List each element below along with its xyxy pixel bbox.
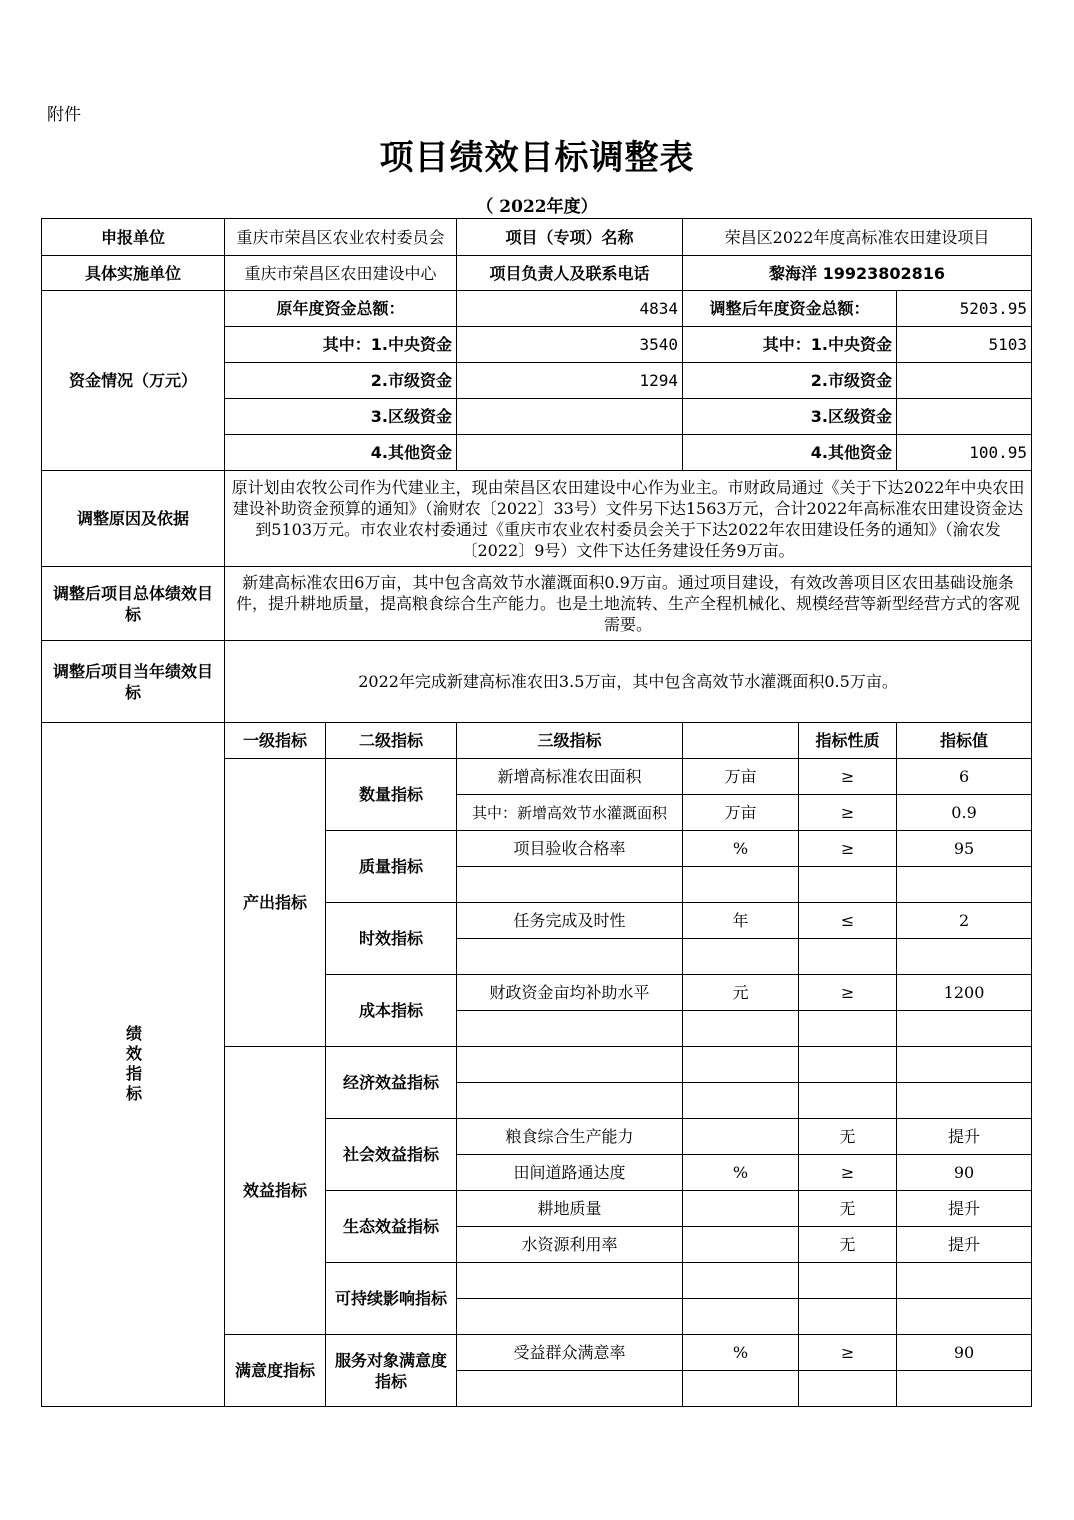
ql1-unit: % [683, 831, 799, 867]
empty-cell [799, 1047, 897, 1083]
e2-value: 提升 [897, 1227, 1032, 1263]
economic-label: 经济效益指标 [326, 1047, 457, 1119]
empty-cell [457, 1011, 683, 1047]
empty-cell [897, 1263, 1032, 1299]
empty-cell [799, 1011, 897, 1047]
sat1-name: 受益群众满意率 [457, 1335, 683, 1371]
empty-cell [683, 867, 799, 903]
reason-label: 调整原因及依据 [42, 471, 225, 567]
empty-cell [897, 867, 1032, 903]
empty-cell [799, 1263, 897, 1299]
empty-cell [897, 1011, 1032, 1047]
indicators-section-cell [42, 723, 225, 1407]
orig-city-label: 2.市级资金 [225, 363, 457, 399]
applicant-value: 重庆市荣昌区农业农村委员会 [225, 219, 457, 256]
e1-value: 提升 [897, 1191, 1032, 1227]
empty-cell [457, 1083, 683, 1119]
empty-cell [897, 1083, 1032, 1119]
e1-name: 耕地质量 [457, 1191, 683, 1227]
adj-central-value: 5103 [897, 327, 1032, 363]
applicant-label: 申报单位 [42, 219, 225, 256]
implementer-label: 具体实施单位 [42, 256, 225, 291]
s1-name: 粮食综合生产能力 [457, 1119, 683, 1155]
annual-goal-text: 2022年完成新建高标准农田3.5万亩，其中包含高效节水灌溉面积0.5万亩。 [225, 641, 1032, 723]
adj-district-value [897, 399, 1032, 435]
adj-central-label: 其中：1.中央资金 [683, 327, 897, 363]
project-name-value: 荣昌区2022年度高标准农田建设项目 [683, 219, 1032, 256]
empty-cell [799, 1299, 897, 1335]
contact-value: 黎海洋 19923802816 [683, 256, 1032, 291]
c1-unit: 元 [683, 975, 799, 1011]
adj-total-value: 5203.95 [897, 291, 1032, 327]
s1-unit [683, 1119, 799, 1155]
project-name-label: 项目（专项）名称 [457, 219, 683, 256]
q2-op: ≥ [799, 795, 897, 831]
service-label: 服务对象满意度指标 [326, 1335, 457, 1407]
ql1-name: 项目验收合格率 [457, 831, 683, 867]
e2-name: 水资源利用率 [457, 1227, 683, 1263]
col-nature: 指标性质 [799, 723, 897, 759]
empty-cell [683, 1047, 799, 1083]
col-level3: 三级指标 [457, 723, 683, 759]
adj-city-label: 2.市级资金 [683, 363, 897, 399]
adj-total-label: 调整后年度资金总额： [683, 291, 897, 327]
t1-name: 任务完成及时性 [457, 903, 683, 939]
empty-cell [799, 1371, 897, 1407]
sat1-unit: % [683, 1335, 799, 1371]
empty-cell [897, 1047, 1032, 1083]
c1-value: 1200 [897, 975, 1032, 1011]
reason-text: 原计划由农牧公司作为代建业主，现由荣昌区农田建设中心作为业主。市财政局通过《关于下达2022年中央农田建设补助资金预算的通知》（渝财农〔2022〕33号）文件另下达1563万元，合计2022年高标准农田建设资金达到5103万元。市农业农村委通过《重庆市农业农村委员会关于下达2022年农田建设任务的通知》（渝农发〔2022〕9号）文件下达任务建设任务9万亩。 [225, 471, 1032, 567]
adj-other-value: 100.95 [897, 435, 1032, 471]
empty-cell [683, 1371, 799, 1407]
eco-label: 生态效益指标 [326, 1191, 457, 1263]
page-title: 项目绩效目标调整表 [379, 138, 695, 178]
orig-district-value [457, 399, 683, 435]
quantity-label: 数量指标 [326, 759, 457, 831]
col-unit [683, 723, 799, 759]
ql1-op: ≥ [799, 831, 897, 867]
s2-unit: % [683, 1155, 799, 1191]
empty-cell [683, 1011, 799, 1047]
orig-district-label: 3.区级资金 [225, 399, 457, 435]
ql1-value: 95 [897, 831, 1032, 867]
empty-cell [799, 939, 897, 975]
overall-goal-text: 新建高标准农田6万亩，其中包含高效节水灌溉面积0.9万亩。通过项目建设，有效改善项目区农田基础设施条件，提升耕地质量，提高粮食综合生产能力。也是土地流转、生产全程机械化、规模经营等新型经营方式的客观需要。 [225, 567, 1032, 641]
e2-op: 无 [799, 1227, 897, 1263]
contact-label: 项目负责人及联系电话 [457, 256, 683, 291]
orig-total-value: 4834 [457, 291, 683, 327]
adj-district-label: 3.区级资金 [683, 399, 897, 435]
empty-cell [799, 1083, 897, 1119]
orig-other-label: 4.其他资金 [225, 435, 457, 471]
empty-cell [457, 1299, 683, 1335]
adj-city-value [897, 363, 1032, 399]
e1-op: 无 [799, 1191, 897, 1227]
sustain-label: 可持续影响指标 [326, 1263, 457, 1335]
performance-table [41, 218, 1032, 1407]
t1-op: ≤ [799, 903, 897, 939]
quality-label: 质量指标 [326, 831, 457, 903]
c1-name: 财政资金亩均补助水平 [457, 975, 683, 1011]
q1-name: 新增高标准农田面积 [457, 759, 683, 795]
col-level2: 二级指标 [326, 723, 457, 759]
year-line: （ 2022年度） [476, 197, 598, 217]
col-value: 指标值 [897, 723, 1032, 759]
s1-value: 提升 [897, 1119, 1032, 1155]
social-label: 社会效益指标 [326, 1119, 457, 1191]
benefit-label: 效益指标 [225, 1047, 326, 1335]
c1-op: ≥ [799, 975, 897, 1011]
cost-label: 成本指标 [326, 975, 457, 1047]
empty-cell [683, 1263, 799, 1299]
adj-other-label: 4.其他资金 [683, 435, 897, 471]
timeliness-label: 时效指标 [326, 903, 457, 975]
funds-section-label: 资金情况（万元） [42, 291, 225, 471]
orig-other-value [457, 435, 683, 471]
sat1-value: 90 [897, 1335, 1032, 1371]
annual-goal-label: 调整后项目当年绩效目标 [42, 641, 225, 723]
implementer-value: 重庆市荣昌区农田建设中心 [225, 256, 457, 291]
empty-cell [457, 939, 683, 975]
empty-cell [897, 939, 1032, 975]
q2-value: 0.9 [897, 795, 1032, 831]
empty-cell [897, 1371, 1032, 1407]
attachment-label: 附件 [47, 105, 81, 125]
q1-op: ≥ [799, 759, 897, 795]
t1-unit: 年 [683, 903, 799, 939]
overall-goal-label: 调整后项目总体绩效目标 [42, 567, 225, 641]
q2-unit: 万亩 [683, 795, 799, 831]
empty-cell [457, 1047, 683, 1083]
s1-op: 无 [799, 1119, 897, 1155]
e1-unit [683, 1191, 799, 1227]
col-level1: 一级指标 [225, 723, 326, 759]
orig-central-value: 3540 [457, 327, 683, 363]
t1-value: 2 [897, 903, 1032, 939]
empty-cell [897, 1299, 1032, 1335]
empty-cell [683, 1083, 799, 1119]
s2-value: 90 [897, 1155, 1032, 1191]
orig-city-value: 1294 [457, 363, 683, 399]
empty-cell [683, 1299, 799, 1335]
s2-name: 田间道路通达度 [457, 1155, 683, 1191]
empty-cell [683, 939, 799, 975]
q1-unit: 万亩 [683, 759, 799, 795]
s2-op: ≥ [799, 1155, 897, 1191]
output-label: 产出指标 [225, 759, 326, 1047]
empty-cell [457, 1371, 683, 1407]
q2-name: 其中：新增高效节水灌溉面积 [457, 795, 683, 831]
satisfaction-label: 满意度指标 [225, 1335, 326, 1407]
e2-unit [683, 1227, 799, 1263]
empty-cell [457, 867, 683, 903]
empty-cell [457, 1263, 683, 1299]
orig-central-label: 其中：1.中央资金 [225, 327, 457, 363]
sat1-op: ≥ [799, 1335, 897, 1371]
orig-total-label: 原年度资金总额： [225, 291, 457, 327]
q1-value: 6 [897, 759, 1032, 795]
empty-cell [799, 867, 897, 903]
indicators-section-label: 绩效指标 [123, 1024, 143, 1105]
